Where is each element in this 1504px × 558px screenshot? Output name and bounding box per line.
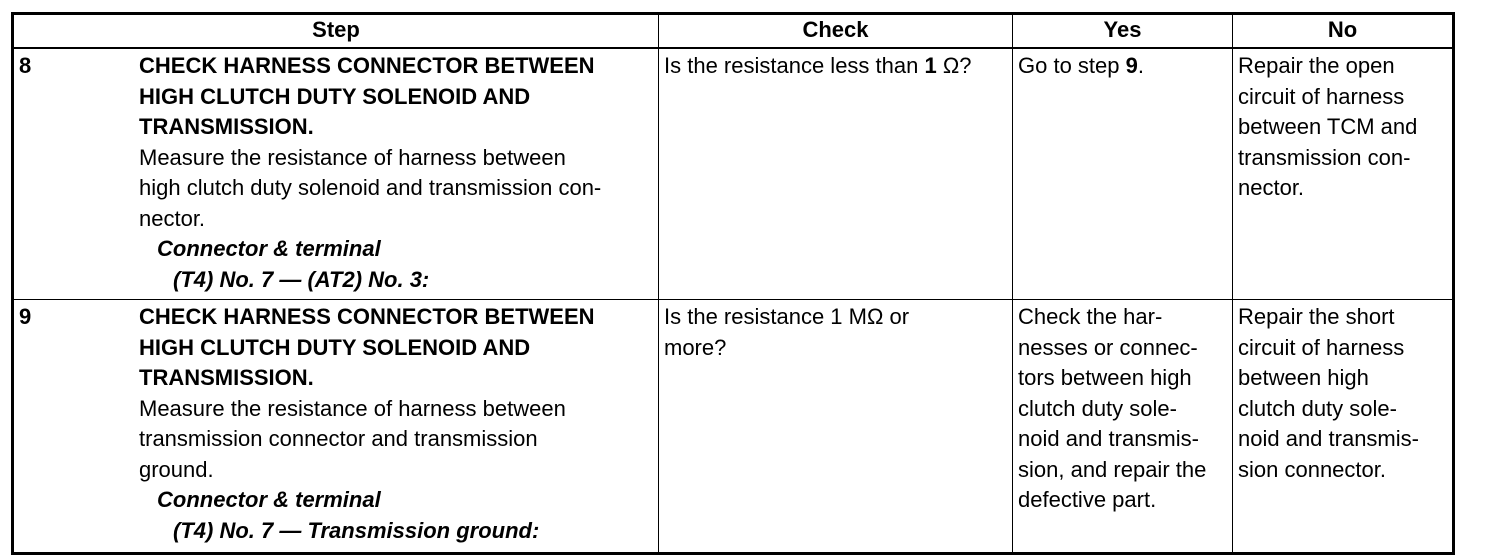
yes-suffix: . (1137, 53, 1144, 78)
step-description-line: high clutch duty solenoid and transmission con- (139, 175, 602, 200)
yes-step-ref: 9 (1125, 53, 1138, 78)
connector-detail: (T4) No. 7 — (AT2) No. 3: (173, 266, 430, 292)
no-text-line: sion connector. (1238, 456, 1386, 482)
no-text-line: nector. (1238, 175, 1305, 200)
yes-text-line: clutch duty sole- (1018, 395, 1177, 421)
step-title-line: HIGH CLUTCH DUTY SOLENOID AND (139, 334, 531, 360)
yes-text-line: noid and transmis- (1018, 426, 1199, 451)
no-text-line: between TCM and (1238, 114, 1418, 139)
check-value: 1 (924, 53, 937, 78)
step-description-line: Measure the resistance of harness between (139, 144, 566, 170)
no-cell (1233, 300, 1454, 554)
step-title-line: CHECK HARNESS CONNECTOR BETWEEN (139, 304, 595, 329)
no-text-line: circuit of harness (1238, 83, 1405, 109)
no-text-line: transmission con- (1238, 144, 1411, 170)
yes-text-line: tors between high (1018, 365, 1192, 390)
yes-cell (1013, 48, 1233, 300)
check-cell (659, 48, 1013, 300)
step-title-line: TRANSMISSION. (139, 114, 314, 139)
no-text-line: noid and transmis- (1238, 426, 1419, 451)
step-title-line: CHECK HARNESS CONNECTOR BETWEEN (139, 53, 595, 78)
diagnostic-table (11, 12, 1455, 555)
step-title-line: HIGH CLUTCH DUTY SOLENOID AND (139, 83, 531, 109)
yes-text-line: sion, and repair the (1018, 456, 1207, 482)
step-description-line: Measure the resistance of harness between (139, 395, 566, 421)
yes-text: Go to step (1018, 53, 1126, 78)
header-row (13, 14, 1454, 49)
step-description-line: nector. (139, 205, 206, 231)
step-number: 9 (19, 304, 32, 329)
connector-label: Connector & terminal (157, 236, 381, 261)
yes-text-line: defective part. (1018, 487, 1157, 512)
check-unit: Ω? (936, 53, 972, 78)
connector-detail: (T4) No. 7 — Transmission ground: (173, 517, 540, 543)
no-text-line: between high (1238, 365, 1369, 390)
yes-text-line: nesses or connec- (1018, 334, 1198, 360)
check-cell (659, 300, 1013, 554)
step-number: 8 (19, 53, 32, 78)
table-row-step-8 (13, 48, 1454, 300)
yes-text-line: Check the har- (1018, 304, 1163, 329)
yes-cell (1013, 300, 1233, 554)
no-text-line: Repair the short (1238, 304, 1395, 329)
step-title-line: TRANSMISSION. (139, 365, 314, 390)
step-cell (13, 300, 659, 554)
no-text-line: Repair the open (1238, 53, 1395, 78)
no-text-line: clutch duty sole- (1238, 395, 1397, 421)
header-step: Step (13, 14, 659, 49)
step-description-line: transmission connector and transmission (139, 426, 538, 451)
connector-label: Connector & terminal (157, 487, 381, 512)
no-cell (1233, 48, 1454, 300)
check-text: Is the resistance less than (664, 53, 925, 78)
step-description-line: ground. (139, 456, 214, 482)
header-yes: Yes (1013, 14, 1233, 49)
header-no: No (1233, 14, 1454, 49)
table-row-step-9 (13, 300, 1454, 554)
step-cell (13, 48, 659, 300)
header-check: Check (659, 14, 1013, 49)
check-text-line: more? (664, 334, 727, 360)
no-text-line: circuit of harness (1238, 334, 1405, 360)
check-text-line: Is the resistance 1 MΩ or (664, 304, 910, 329)
